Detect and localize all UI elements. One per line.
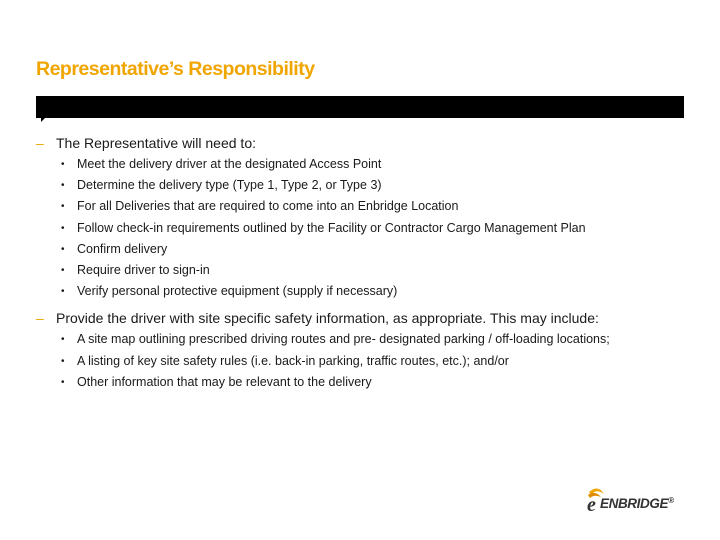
list-item-text: Confirm delivery	[77, 241, 168, 256]
section-1-list	[36, 154, 686, 302]
bullet-icon: •	[61, 159, 65, 170]
list-item-text: Determine the delivery type (Type 1, Type 2, or Type 3)	[77, 178, 382, 193]
list-item-text: A site map outlining prescribed driving routes and pre- designated parking / off-loading locations;	[77, 332, 610, 347]
list-item-text: Follow check-in requirements outlined by the Facility or Contractor Cargo Management Plan	[77, 220, 586, 235]
list-item	[36, 281, 686, 302]
bullet-icon: •	[61, 376, 65, 388]
section-1-heading	[36, 133, 686, 153]
bullet-icon: •	[61, 201, 65, 213]
list-item	[36, 218, 686, 239]
title-bar	[36, 96, 684, 118]
section-2-list	[36, 329, 686, 393]
bullet-icon: •	[61, 334, 65, 346]
slide-title: Representative’s Responsibility	[36, 58, 315, 80]
bullet-icon: •	[61, 355, 65, 367]
list-item-text: For all Deliveries that are required to come into an Enbridge Location	[77, 199, 459, 214]
list-item	[36, 329, 686, 350]
dash-marker: –	[36, 135, 44, 151]
list-item-text: Verify personal protective equipment (supply if necessary)	[77, 284, 398, 299]
enbridge-logo	[586, 486, 686, 516]
bullet-icon: •	[61, 180, 65, 192]
list-item	[36, 175, 686, 196]
dash-marker: –	[36, 310, 44, 327]
list-item-text: Meet the delivery driver at the designated Access Point	[77, 157, 382, 171]
logo-text: ENBRIDGE®	[600, 496, 674, 511]
section-2-heading	[36, 308, 686, 328]
list-item	[36, 260, 686, 281]
list-item	[36, 239, 686, 260]
title-bar-notch	[41, 118, 45, 122]
bullet-icon: •	[61, 222, 65, 234]
list-item-text: Require driver to sign-in	[77, 263, 210, 278]
section-2-heading-text: Provide the driver with site specific safety information, as appropriate. This may include:	[56, 310, 599, 327]
slide-content	[36, 133, 686, 393]
list-item-text: A listing of key site safety rules (i.e. back-in parking, traffic routes, etc.); and/or	[77, 353, 509, 368]
list-item	[36, 154, 686, 175]
list-item	[36, 351, 686, 372]
bullet-icon: •	[61, 286, 65, 298]
list-item	[36, 196, 686, 217]
section-1-heading-text: The Representative will need to:	[56, 135, 256, 151]
list-item	[36, 372, 686, 393]
bullet-icon: •	[61, 265, 65, 277]
list-item-text: Other information that may be relevant to the delivery	[77, 374, 372, 389]
svg-text:e: e	[587, 494, 596, 516]
bullet-icon: •	[61, 243, 65, 255]
